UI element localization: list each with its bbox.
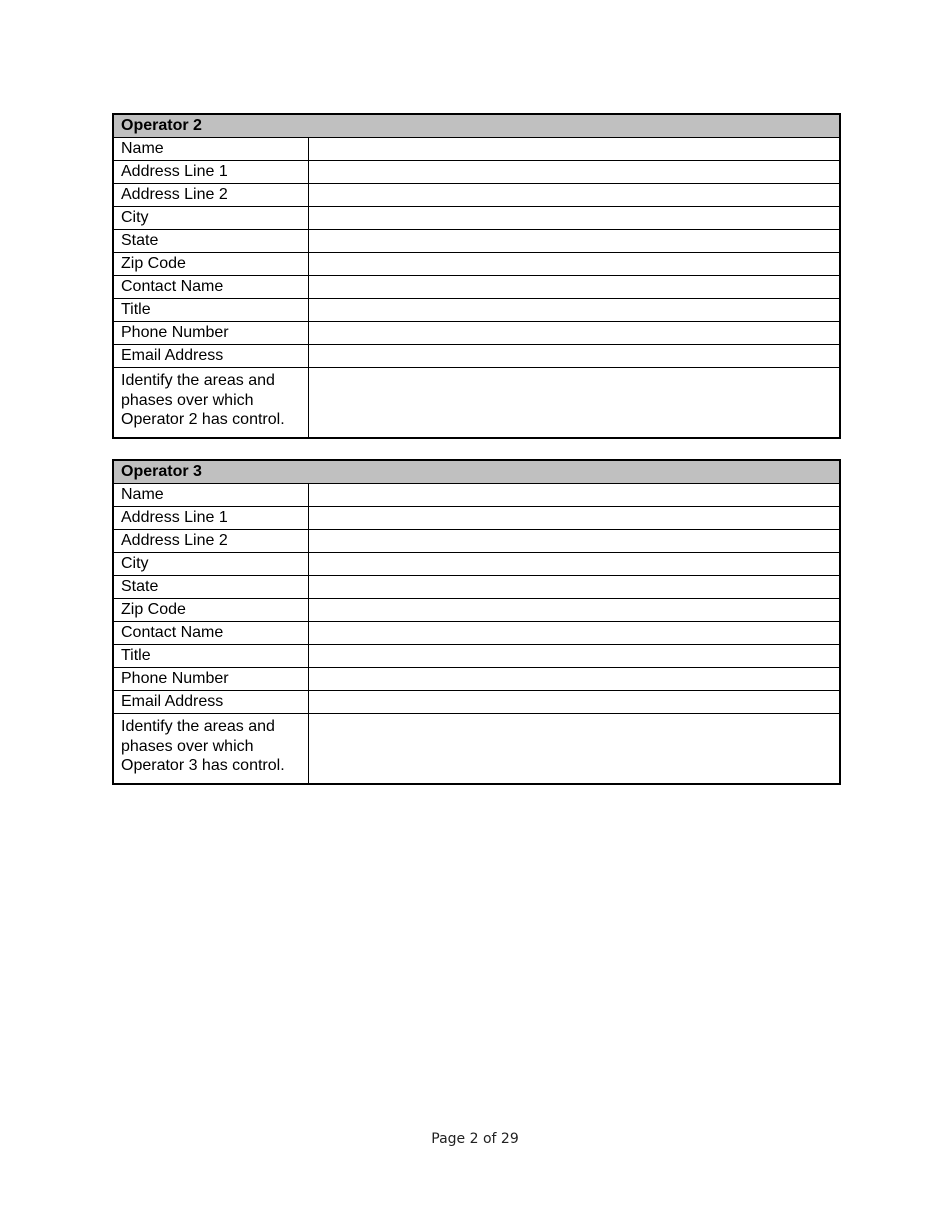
table-row	[113, 714, 840, 785]
table-row	[113, 322, 840, 345]
field-label-zip-code: Zip Code	[113, 253, 308, 276]
field-label-email-address: Email Address	[113, 345, 308, 368]
field-value-zip-code[interactable]	[308, 599, 840, 622]
field-label-address-line-1: Address Line 1	[113, 507, 308, 530]
field-value-address-line-2[interactable]	[308, 530, 840, 553]
field-label-name: Name	[113, 138, 308, 161]
field-label-contact-name: Contact Name	[113, 622, 308, 645]
table-row	[113, 345, 840, 368]
field-label-areas-phases: Identify the areas and phases over which Operator 3 has control.	[113, 714, 308, 785]
operator-2-heading: Operator 2	[113, 114, 840, 138]
table-row	[113, 576, 840, 599]
field-value-contact-name[interactable]	[308, 622, 840, 645]
table-row	[113, 138, 840, 161]
field-label-address-line-2: Address Line 2	[113, 184, 308, 207]
field-value-contact-name[interactable]	[308, 276, 840, 299]
field-value-address-line-1[interactable]	[308, 507, 840, 530]
field-value-address-line-1[interactable]	[308, 161, 840, 184]
field-value-email-address[interactable]	[308, 345, 840, 368]
table-row	[113, 691, 840, 714]
table-row	[113, 368, 840, 439]
field-label-title: Title	[113, 299, 308, 322]
table-row	[113, 622, 840, 645]
field-value-phone-number[interactable]	[308, 668, 840, 691]
operator-3-table	[112, 459, 841, 785]
field-value-areas-phases[interactable]	[308, 714, 840, 785]
field-label-name: Name	[113, 484, 308, 507]
field-value-title[interactable]	[308, 299, 840, 322]
operator-3-heading: Operator 3	[113, 460, 840, 484]
table-row	[113, 484, 840, 507]
table-row	[113, 668, 840, 691]
table-row	[113, 207, 840, 230]
field-value-name[interactable]	[308, 484, 840, 507]
field-label-state: State	[113, 576, 308, 599]
field-label-zip-code: Zip Code	[113, 599, 308, 622]
table-row	[113, 645, 840, 668]
field-value-areas-phases[interactable]	[308, 368, 840, 439]
table-row	[113, 599, 840, 622]
field-label-phone-number: Phone Number	[113, 668, 308, 691]
field-label-city: City	[113, 207, 308, 230]
field-label-email-address: Email Address	[113, 691, 308, 714]
page-number: Page 2 of 29	[431, 1131, 519, 1147]
field-value-name[interactable]	[308, 138, 840, 161]
table-row	[113, 507, 840, 530]
table-row	[113, 530, 840, 553]
table-row	[113, 230, 840, 253]
field-label-phone-number: Phone Number	[113, 322, 308, 345]
field-label-city: City	[113, 553, 308, 576]
operator-2-table	[112, 113, 841, 439]
field-value-city[interactable]	[308, 207, 840, 230]
field-label-address-line-1: Address Line 1	[113, 161, 308, 184]
field-label-contact-name: Contact Name	[113, 276, 308, 299]
field-value-state[interactable]	[308, 576, 840, 599]
field-label-areas-phases: Identify the areas and phases over which Operator 2 has control.	[113, 368, 308, 439]
field-value-state[interactable]	[308, 230, 840, 253]
field-value-address-line-2[interactable]	[308, 184, 840, 207]
table-row	[113, 299, 840, 322]
table-row	[113, 553, 840, 576]
field-value-zip-code[interactable]	[308, 253, 840, 276]
field-value-city[interactable]	[308, 553, 840, 576]
field-label-address-line-2: Address Line 2	[113, 530, 308, 553]
field-value-phone-number[interactable]	[308, 322, 840, 345]
table-row	[113, 276, 840, 299]
table-row	[113, 253, 840, 276]
field-label-state: State	[113, 230, 308, 253]
field-value-email-address[interactable]	[308, 691, 840, 714]
field-label-title: Title	[113, 645, 308, 668]
table-row	[113, 184, 840, 207]
table-row	[113, 161, 840, 184]
field-value-title[interactable]	[308, 645, 840, 668]
